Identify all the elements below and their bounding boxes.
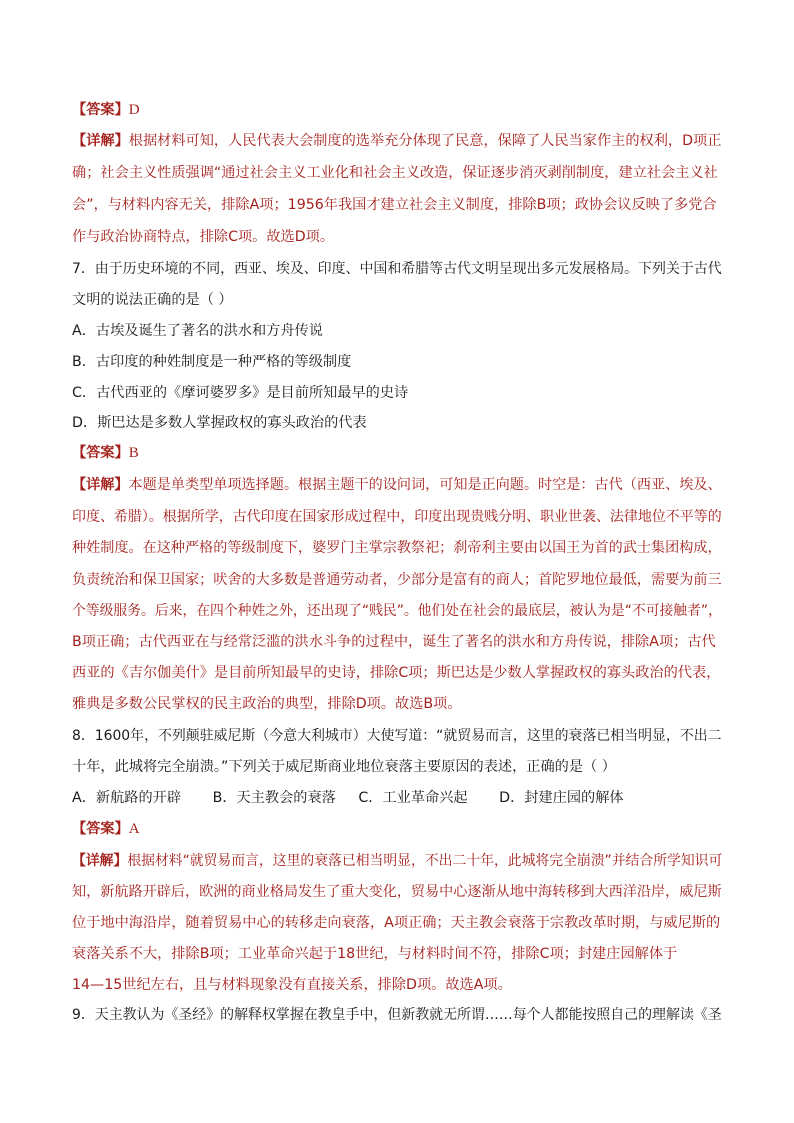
answer-tag: 【答案】 — [72, 821, 129, 837]
explanation-line: 知，新航路开辟后，欧洲的商业格局发生了重大变化，贸易中心逐渐从地中海转移到大西洋沿岸，威尼斯 — [72, 884, 722, 900]
question-options: A．新航路的开辟 B．天主教会的衰落 C．工业革命兴起 D．封建庄园的解体 — [72, 790, 624, 806]
explanation-line: 会”，与材料内容无关，排除A项；1956年我国才建立社会主义制度，排除B项；政协会议反映了多党合 — [72, 197, 717, 213]
explanation-tag: 【详解】 — [72, 133, 129, 149]
explanation-line: 位于地中海沿岸，随着贸易中心的转移走向衰落，A项正确；天主教会衰落于宗教改革时期，与威尼斯的 — [72, 915, 721, 931]
explanation-line: 种姓制度。在这种严格的等级制度下，婆罗门主掌宗教祭祀；刹帝利主要由以国王为首的武士集团构成， — [72, 540, 722, 556]
explanation-line: 作与政治协商特点，排除C项。故选D项。 — [72, 229, 335, 245]
answer-value: D — [128, 102, 140, 118]
explanation-line: 西亚的《吉尔伽美什》是目前所知最早的史诗，排除C项；斯巴达是少数人掌握政权的寡头政治的代表， — [72, 665, 721, 681]
explanation-line: 雅典是多数公民掌权的民主政治的典型，排除D项。故选B项。 — [72, 696, 462, 712]
question-option: C．古代西亚的《摩诃婆罗多》是目前所知最早的史诗 — [72, 385, 409, 401]
answer-tag: 【答案】 — [72, 445, 129, 461]
answer-value: A — [128, 821, 140, 837]
question-option: A．古埃及诞生了著名的洪水和方舟传说 — [72, 323, 323, 339]
explanation-line: B项正确；古代西亚在与经常泛滥的洪水斗争的过程中，诞生了著名的洪水和方舟传说，排除A项；古代 — [72, 634, 716, 650]
question-option: B．古印度的种姓制度是一种严格的等级制度 — [72, 354, 352, 370]
question-stem: 9．天主教认为《圣经》的解释权掌握在教皇手中，但新教就无所谓……每个人都能按照自己的理解读《圣 — [72, 1007, 722, 1023]
explanation-line — [72, 475, 722, 495]
explanation-line: 个等级服务。后来，在四个种姓之外，还出现了“贱民”。他们处在社会的最底层，被认为是“不可接触者”， — [72, 603, 722, 619]
explanation-text: 根据材料可知，人民代表大会制度的选举充分体现了民意，保障了人民当家作主的权利，D项正 — [128, 133, 722, 149]
question-stem: 7．由于历史环境的不同，西亚、埃及、印度、中国和希腊等古代文明呈现出多元发展格局。下列关于古代 — [72, 261, 722, 277]
explanation-line: 负责统治和保卫国家；吠舍的大多数是普通劳动者，少部分是富有的商人；首陀罗地位最低，需要为前三 — [72, 572, 722, 588]
question-stem: 十年，此城将完全崩溃。”下列关于威尼斯商业地位衰落主要原因的表述，正确的是（ ） — [72, 759, 616, 775]
explanation-line: 衰落关系不大，排除B项；工业革命兴起于18世纪，与材料时间不符，排除C项；封建庄园解体于 — [72, 946, 678, 962]
question-stem: 8．1600年，不列颠驻威尼斯（今意大利城市）大使写道：“就贸易而言，这里的衰落已相当明显，不出二 — [72, 728, 722, 744]
explanation-tag: 【详解】 — [72, 853, 128, 869]
explanation-line — [72, 851, 722, 871]
question-option: D．斯巴达是多数人掌握政权的寡头政治的代表 — [72, 415, 367, 431]
explanation-line: 印度、希腊）。根据所学，古代印度在国家形成过程中，印度出现贵贱分明、职业世袭、法律地位不平等的 — [72, 509, 722, 525]
question-stem: 文明的说法正确的是（ ） — [72, 292, 233, 308]
explanation-text: 根据材料“就贸易而言，这里的衰落已相当明显，不出二十年，此城将完全崩溃”并结合所学知识可 — [127, 853, 723, 869]
explanation-line: 确；社会主义性质强调“通过社会主义工业化和社会主义改造，保证逐步消灭剥削制度，建立社会主义社 — [72, 165, 718, 181]
explanation-tag: 【详解】 — [72, 477, 129, 493]
explanation-line: 14—15世纪左右，且与材料现象没有直接关系，排除D项。故选A项。 — [72, 977, 512, 993]
answer-value: B — [128, 445, 139, 461]
answer-line — [72, 100, 140, 120]
answer-line — [72, 819, 140, 839]
explanation-text: 本题是单类型单项选择题。根据主题干的设问词，可知是正向题。时空是：古代（西亚、埃及、 — [128, 477, 722, 493]
explanation-line — [72, 131, 721, 151]
answer-tag: 【答案】 — [72, 102, 129, 118]
answer-line — [72, 443, 139, 463]
